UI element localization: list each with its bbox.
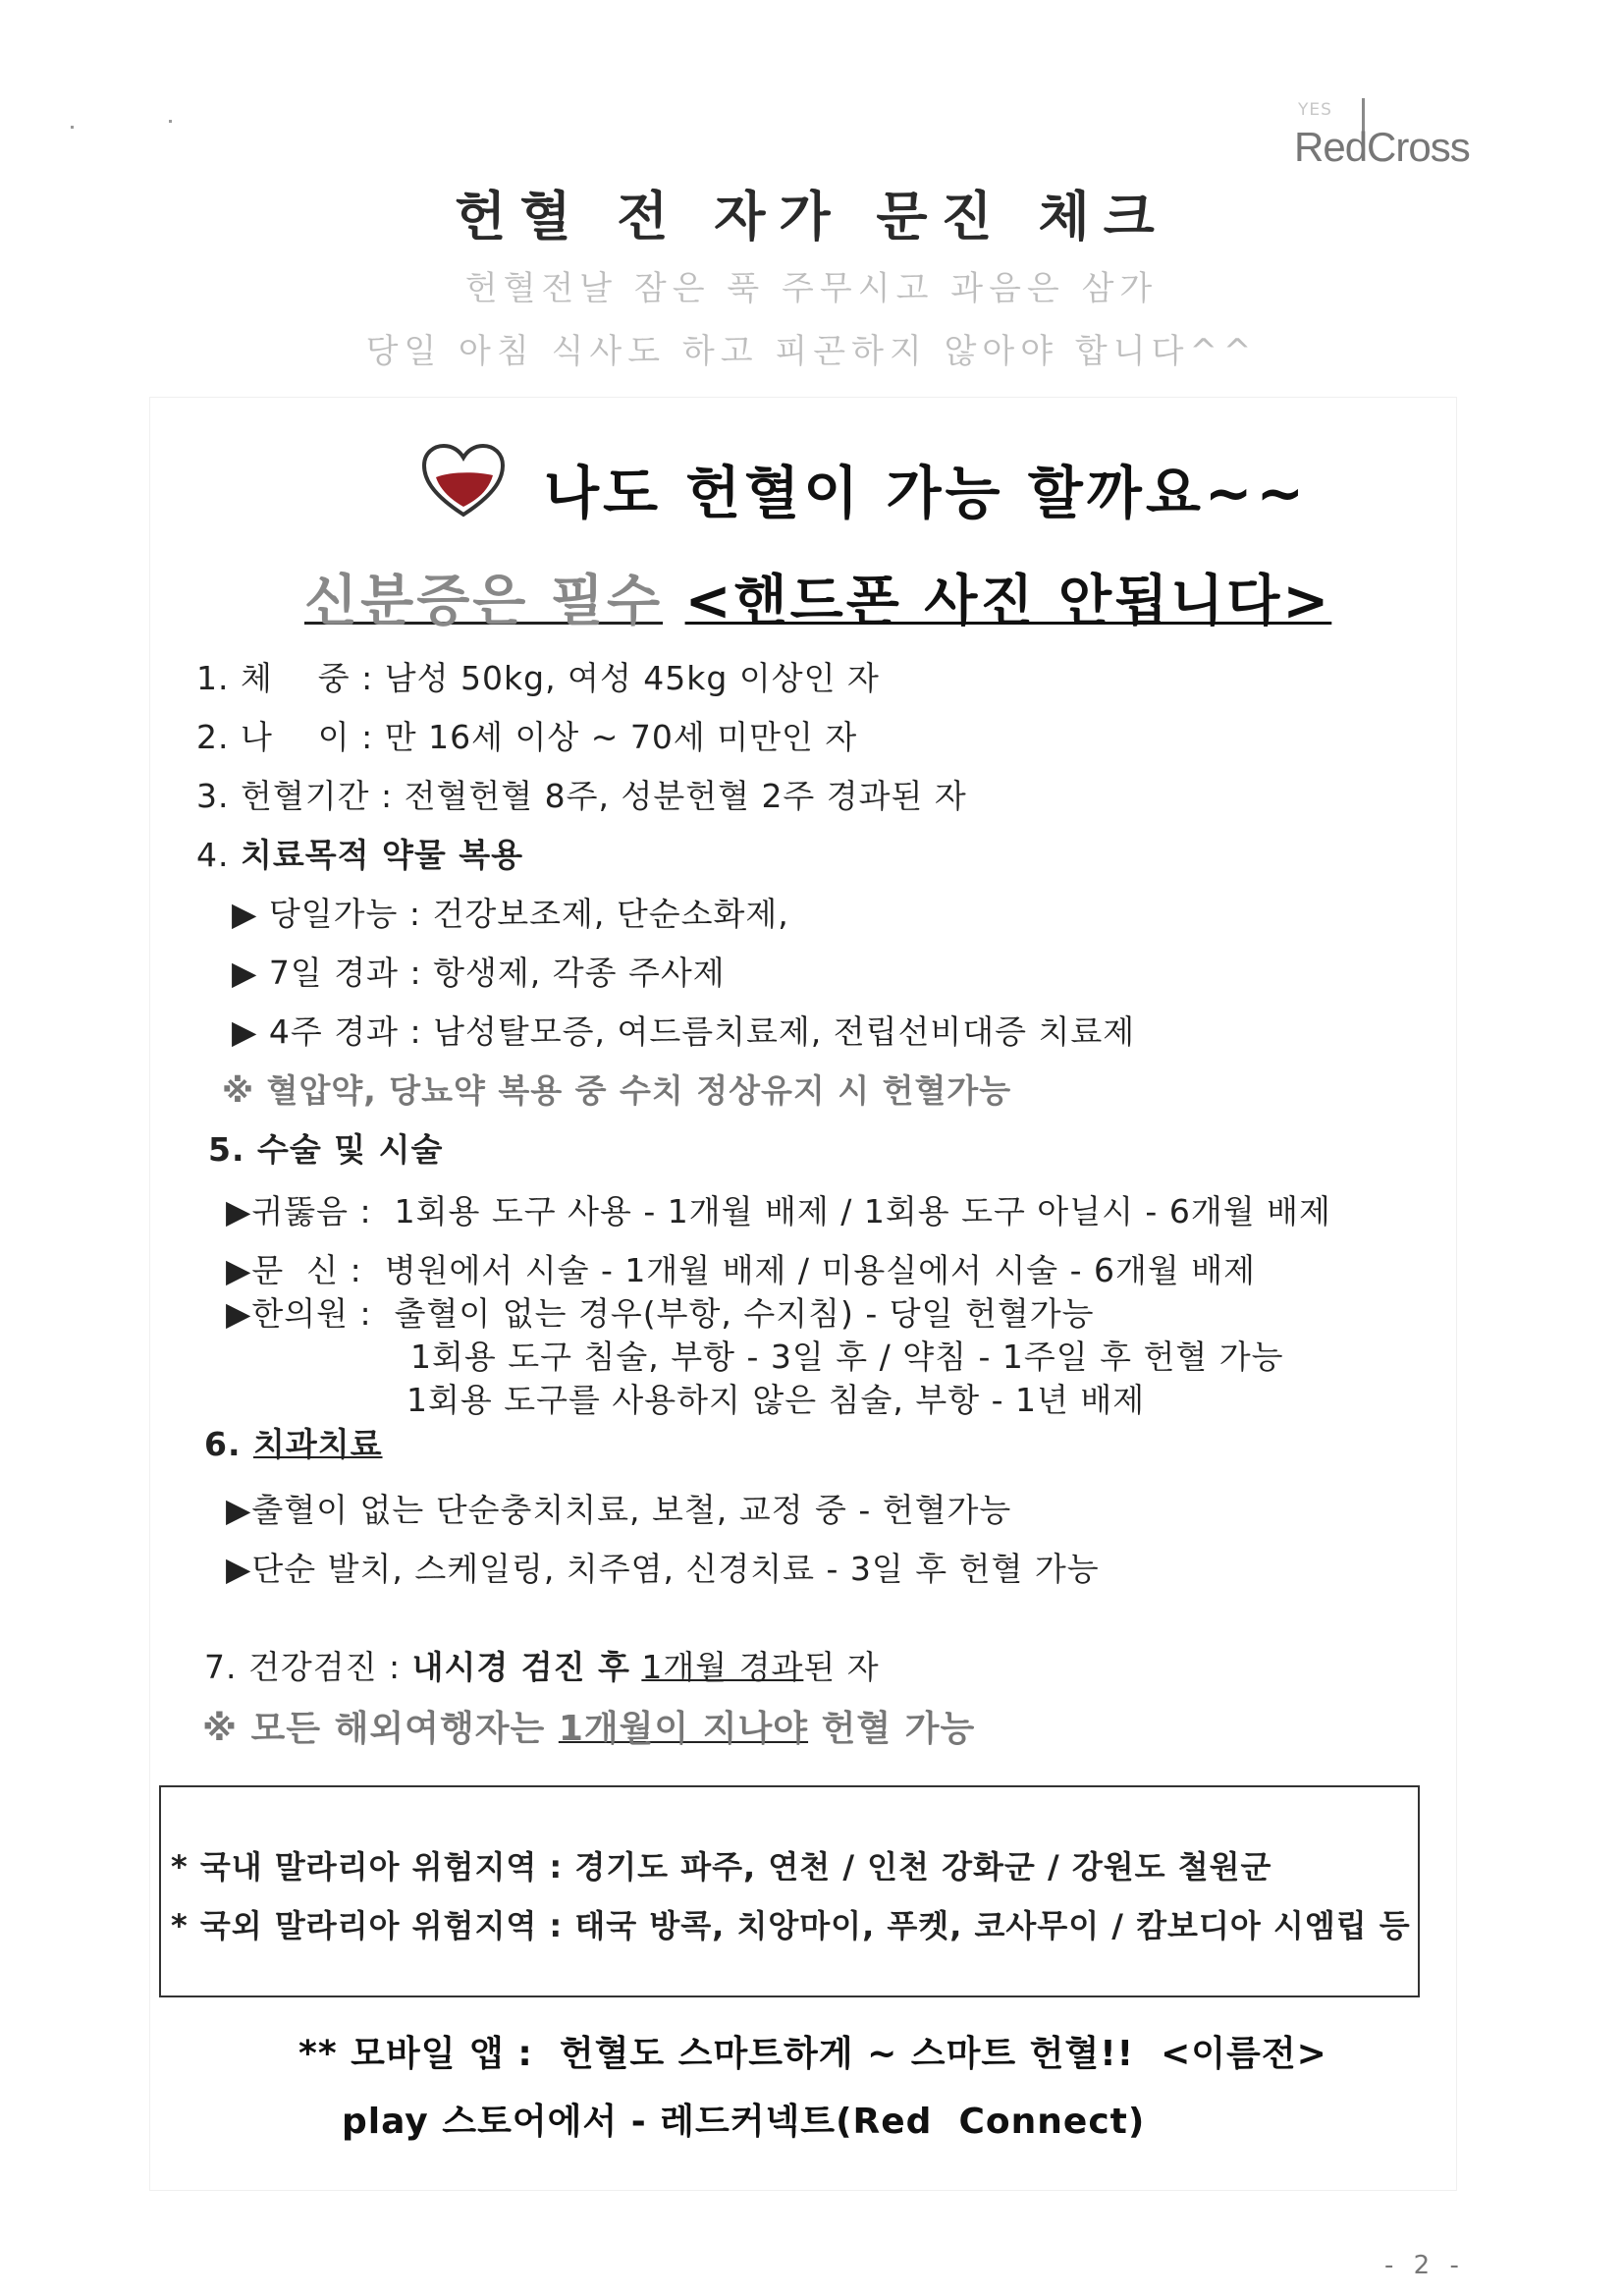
item-medication-4weeks: ▶ 4주 경과 : 남성탈모증, 여드름치료제, 전립선비대증 치료제: [232, 1012, 1136, 1051]
mobile-app-line: ** 모바일 앱 : 헌혈도 스마트하게 ~ 스마트 헌혈!! <이름전>: [298, 2034, 1327, 2074]
malaria-box: [159, 1785, 1420, 1997]
checkup-endoscopy: 내시경 검진 후: [411, 1648, 630, 1686]
checkup-suffix: 된 자: [803, 1648, 880, 1686]
item-piercing: ▶귀뚫음 : 1회용 도구 사용 - 1개월 배제 / 1회용 도구 아닐시 - 6개월 배제: [226, 1192, 1331, 1230]
item-number: 4.: [196, 836, 241, 874]
no-phone-photo: <핸드폰 사진 안됩니다>: [684, 570, 1332, 633]
medication-note: ※ 혈압약, 당뇨약 복용 중 수치 정상유지 시 헌혈가능: [222, 1071, 1012, 1110]
travel-suffix: 헌혈 가능: [808, 1709, 976, 1749]
subtitle-1: 헌혈전날 잠은 푹 주무시고 과음은 삼가: [464, 269, 1159, 308]
item-weight: 1. 체 중 : 남성 50kg, 여성 45kg 이상인 자: [196, 659, 880, 697]
item-age: 2. 나 이 : 만 16세 이상 ~ 70세 미만인 자: [196, 718, 858, 756]
checkup-one-month: 1개월 경과: [641, 1648, 804, 1686]
id-required: 신분증은 필수: [304, 570, 664, 633]
heart-icon: [420, 442, 507, 519]
item-dental-b: ▶단순 발치, 스케일링, 치주염, 신경치료 - 3일 후 헌혈 가능: [226, 1550, 1100, 1588]
page-number: - 2 -: [1384, 2251, 1465, 2280]
subtitle-2: 당일 아침 식사도 하고 피곤하지 않아야 합니다^^: [365, 332, 1258, 371]
item-oriental-clinic-3: 1회용 도구를 사용하지 않은 침술, 부항 - 1년 배제: [406, 1381, 1146, 1419]
checkup-space: [630, 1648, 642, 1686]
item-medication-sameday: ▶ 당일가능 : 건강보조제, 단순소화제,: [232, 895, 789, 933]
malaria-overseas: * 국외 말라리아 위험지역 : 태국 방콕, 치앙마이, 푸켓, 코사무이 / 캄보디아 시엠립 등: [171, 1907, 1411, 1944]
item-medication-title: 치료목적 약물 복용: [240, 836, 523, 874]
item-dental-heading: [204, 1419, 383, 1465]
logo-text: RedCross: [1294, 124, 1470, 170]
main-heading: 나도 헌혈이 가능 할까요~~: [544, 460, 1309, 526]
item-donation-period: 3. 헌혈기간 : 전혈헌혈 8주, 성분헌혈 2주 경과된 자: [196, 777, 967, 815]
item-dental-a: ▶출혈이 없는 단순충치치료, 보철, 교정 중 - 헌혈가능: [226, 1491, 1012, 1529]
logo-yes: YES: [1298, 100, 1332, 120]
item-oriental-clinic: ▶한의원 : 출혈이 없는 경우(부항, 수지침) - 당일 헌혈가능: [226, 1294, 1095, 1333]
id-notice: [304, 558, 1331, 636]
travel-note: [202, 1701, 975, 1751]
play-store-line: play 스토어에서 - 레드커넥트(Red Connect): [342, 2102, 1146, 2142]
travel-label: ※ 모든 해외여행자는: [202, 1709, 559, 1749]
travel-one-month: 1개월이 지나야: [558, 1709, 809, 1749]
item-tattoo: ▶문 신 : 병원에서 시술 - 1개월 배제 / 미용실에서 시술 - 6개월 배제: [226, 1251, 1256, 1289]
redcross-logo: [1276, 94, 1483, 183]
scan-speck: [169, 120, 172, 123]
item-dental-title: 치과치료: [253, 1425, 383, 1463]
item-number: 6.: [204, 1425, 253, 1463]
scan-speck: [71, 126, 74, 129]
item-surgery-title: 5. 수술 및 시술: [208, 1130, 444, 1169]
item-oriental-clinic-2: 1회용 도구 침술, 부항 - 3일 후 / 약침 - 1주일 후 헌혈 가능: [410, 1338, 1284, 1376]
item-medication-heading: [196, 830, 523, 876]
item-medication-7days: ▶ 7일 경과 : 항생제, 각종 주사제: [232, 954, 726, 992]
malaria-domestic: * 국내 말라리아 위험지역 : 경기도 파주, 연천 / 인천 강화군 / 강원도 철원군: [171, 1848, 1272, 1886]
checkup-label: 7. 건강검진 :: [204, 1648, 412, 1686]
page-title: 헌혈 전 자가 문진 체크: [455, 186, 1168, 247]
item-checkup: [204, 1642, 880, 1688]
